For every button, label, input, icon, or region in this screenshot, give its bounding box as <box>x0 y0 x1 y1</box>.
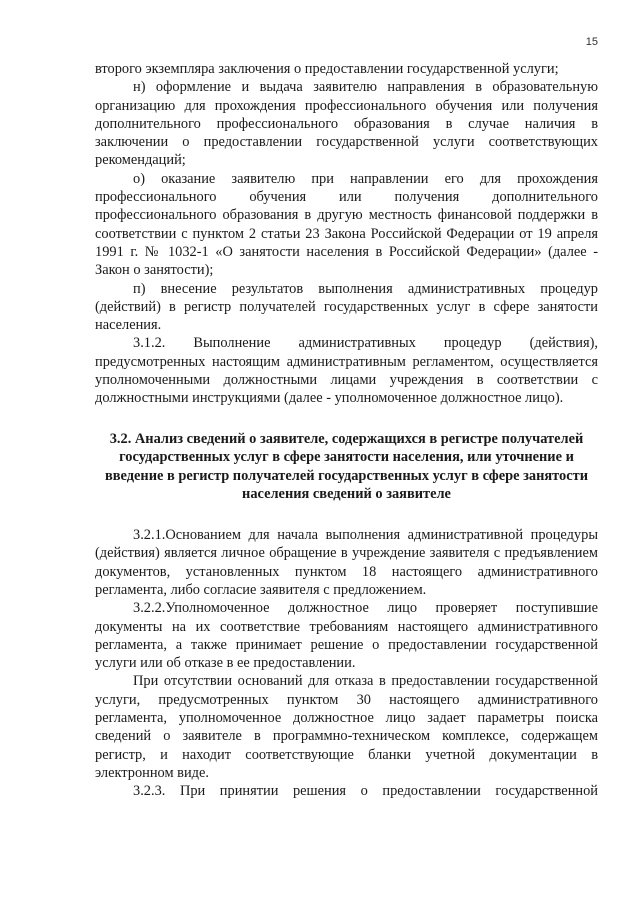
paragraph-continuation: второго экземпляра заключения о предоставлении государственной услуги; <box>95 61 559 77</box>
page-number: 15 <box>585 36 598 48</box>
section-heading-3-2: 3.2. Анализ сведений о заявителе, содержащихся в регистре получателей государственных услуг в сфере занятости населения, или уточнение и введение в регистр получателей государственных услуг в сфере занятости населения сведений о заявителе <box>105 430 588 503</box>
document-body <box>95 60 598 800</box>
paragraph-item-o: о) оказание заявителю при направлении его для прохождения профессионального обучения или получения дополнительного профессионального образования в другую местность финансовой поддержки в соответствии с пунктом 2 статьи 23 Закона Российской Федерации от 19 апреля 1991 г. № 1032-1 «О занятости населения в Российской Федерации» (далее - Закон о занятости); <box>95 170 598 279</box>
paragraph-3-2-2: 3.2.2.Уполномоченное должностное лицо проверяет поступившие документы на их соответствие требованиям настоящего административного регламента, а также принимает решение о предоставлении государственной услуги или об отказе в ее предоставлении. <box>95 600 598 672</box>
paragraph-no-refusal: При отсутствии оснований для отказа в предоставлении государственной услуги, предусмотренных пунктом 30 настоящего административного регламента, уполномоченное должностное лицо задает параметры поиска сведений о заявителе в программно-техническом комплексе, содержащем регистр, и находит соответствующие бланки учетной документации в электронном виде. <box>95 673 598 781</box>
paragraph-3-2-1: 3.2.1.Основанием для начала выполнения административной процедуры (действия) является личное обращение в учреждение заявителя с предъявлением документов, установленных пунктом 18 настоящего административного регламента, либо согласие заявителя с предложением. <box>95 527 598 598</box>
paragraph-item-p: п) внесение результатов выполнения административных процедур (действий) в регистр получателей государственных услуг в сфере занятости населения. <box>95 280 598 334</box>
paragraph-3-2-3: 3.2.3. При принятии решения о предоставлении государственной <box>133 783 598 800</box>
paragraph-item-n: н) оформление и выдача заявителю направления в образовательную организацию для прохождения профессионального обучения или получения дополнительного профессионального образования в случае наличия в заключении о предоставлении государственной услуги соответствующих рекомендаций; <box>95 79 598 169</box>
paragraph-3-1-2: 3.1.2. Выполнение административных процедур (действия), предусмотренных настоящим административным регламентом, осуществляется уполномоченными должностными лицами учреждения в соответствии с должностными инструкциями (далее - уполномоченное должностное лицо). <box>95 335 598 407</box>
